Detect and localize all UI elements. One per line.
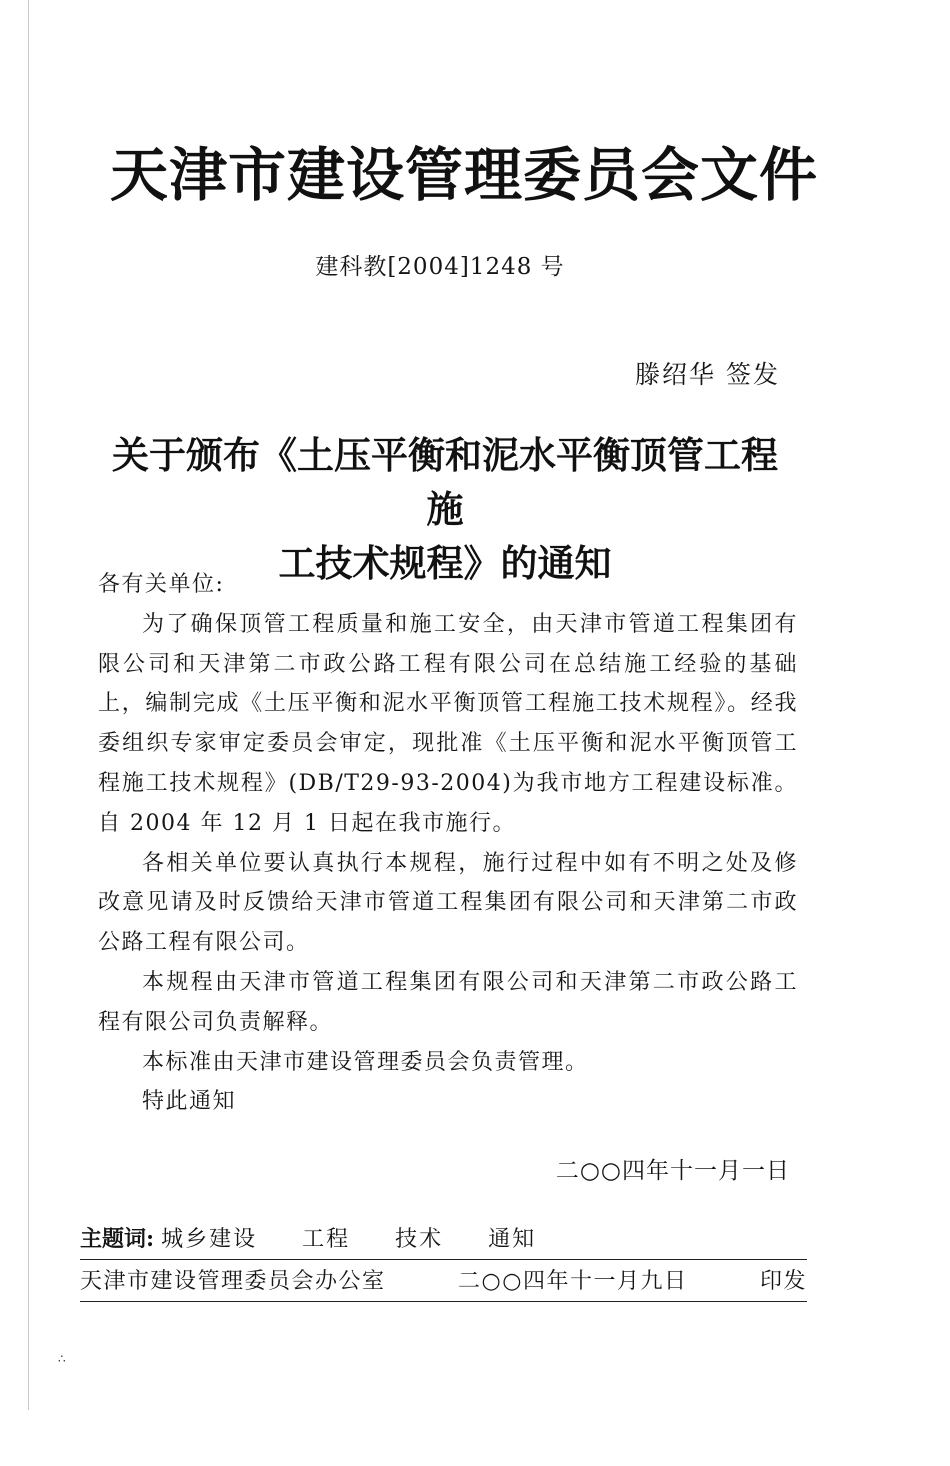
- document-number: 建科教[2004]1248 号: [315, 254, 565, 280]
- footer-divider-bottom: [80, 1301, 807, 1302]
- issue-date: 二○○四年十一月九日: [458, 1269, 688, 1294]
- notice-title-line-1: 关于颁布《土压平衡和泥水平衡顶管工程施: [112, 433, 778, 531]
- notice-body: [98, 565, 798, 1122]
- body-paragraph-2: 各相关单位要认真执行本规程，施行过程中如有不明之处及修改意见请及时反馈给天津市管道工程集团有限公司和天津第二市政公路工程有限公司。: [98, 850, 798, 956]
- issue-action: 印发: [759, 1269, 807, 1294]
- issuer-row: [80, 1260, 807, 1301]
- keyword: 工程: [302, 1227, 351, 1252]
- org-header-title: 天津市建设管理委员会文件: [110, 141, 819, 209]
- signer-line: 滕绍华 签发: [635, 360, 780, 389]
- issuer-office: 天津市建设管理委员会办公室: [80, 1269, 386, 1294]
- keywords-row: [80, 1222, 807, 1259]
- keyword: 通知: [488, 1227, 537, 1252]
- body-paragraph-5: 特此通知: [142, 1089, 237, 1115]
- salutation: 各有关单位:: [98, 572, 225, 597]
- footer-block: [80, 1222, 807, 1302]
- scan-speck: ∴: [58, 1352, 66, 1366]
- keyword: 城乡建设: [161, 1227, 258, 1252]
- body-paragraph-1: 为了确保顶管工程质量和施工安全，由天津市管道工程集团有限公司和天津第二市政公路工程有限公司在总结施工经验的基础上，编制完成《土压平衡和泥水平衡顶管工程施工技术规程》。经我委组织专家审定委员会审定，现批准《土压平衡和泥水平衡顶管工程施工技术规程》(DB/T29-93-2004)为我市地方工程建设标准。自 2004 年 12 月 1 日起在我市施行。: [98, 611, 798, 836]
- notice-date: 二○○四年十一月一日: [555, 1158, 790, 1184]
- notice-title-line-2: 工技术规程》的通知: [278, 541, 612, 585]
- keywords-label: 主题词:: [80, 1226, 155, 1252]
- body-paragraph-3: 本规程由天津市管道工程集团有限公司和天津第二市政公路工程有限公司负责解释。: [98, 969, 798, 1035]
- keyword: 技术: [395, 1227, 444, 1252]
- page-edge-line: [28, 0, 29, 1410]
- body-paragraph-4: 本标准由天津市建设管理委员会负责管理。: [142, 1049, 589, 1075]
